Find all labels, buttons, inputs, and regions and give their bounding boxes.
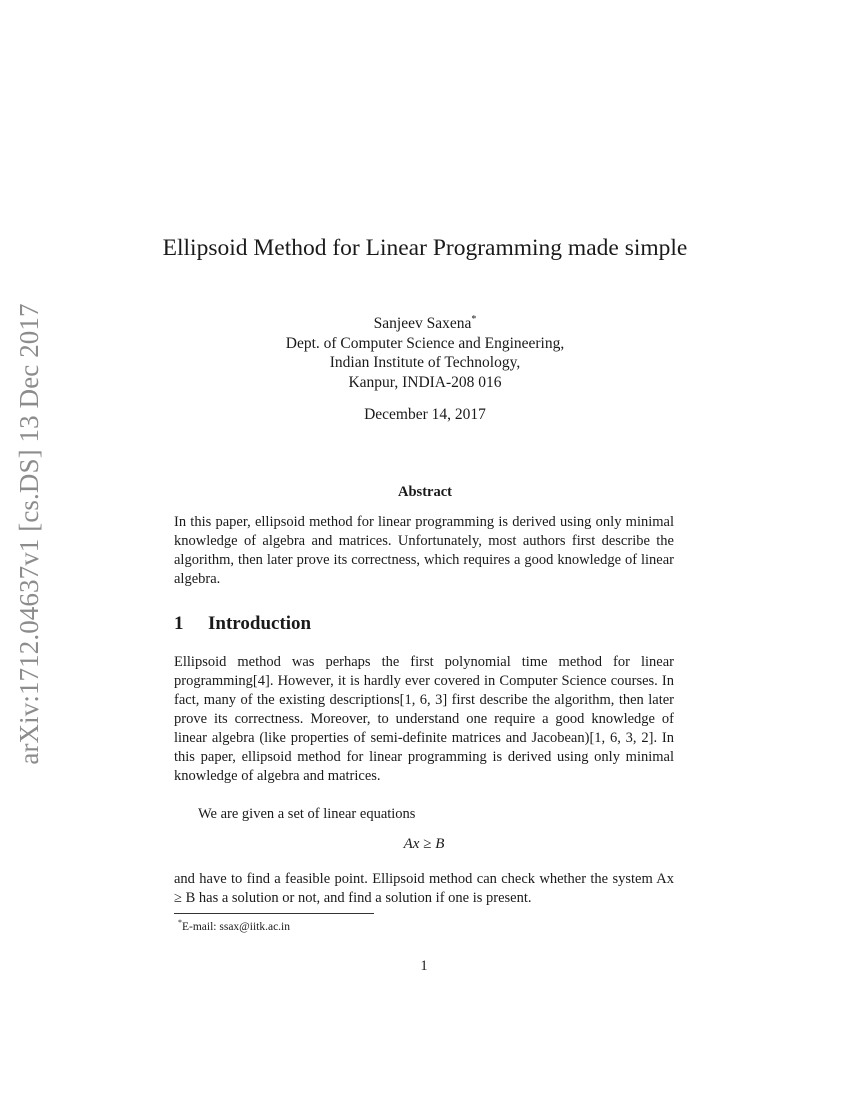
author-footnote-marker: * xyxy=(471,313,477,325)
section-title: Introduction xyxy=(208,613,312,634)
body-paragraph: and have to find a feasible point. Ellipsoid method can check whether the system Ax ≥ B has a solution or not, and find a solution if one is present. xyxy=(174,871,674,906)
page-number: 1 xyxy=(420,958,428,974)
footnote-marker: * xyxy=(178,918,182,927)
section-heading xyxy=(174,613,674,635)
author-block xyxy=(220,314,630,392)
paper-date: December 14, 2017 xyxy=(364,406,486,423)
affiliation-line: Dept. of Computer Science and Engineering, xyxy=(285,334,565,352)
footnote-text: E-mail: ssax@iitk.ac.in xyxy=(182,920,290,933)
author-name-line xyxy=(220,314,630,334)
arxiv-side-identifier xyxy=(8,289,50,779)
author-name: Sanjeev Saxena xyxy=(373,315,472,332)
footnote-rule xyxy=(174,913,374,914)
body-paragraph: We are given a set of linear equations xyxy=(198,806,416,822)
body-paragraph: Ellipsoid method was perhaps the first polynomial time method for linear programming[4]. However, it is hardly ever covered in Computer Science courses. In fact, many of the existing descriptions[1, 6, 3] first describe the algorithm, then later prove its correctness. Moreover, to understand one require a good knowledge of linear algebra (like properties of semi-definite matrices and Jacobean)[1, 6, 3, 2]. In this paper, ellipsoid method for linear programming is derived using only minimal knowledge of algebra and matrices. xyxy=(174,654,674,784)
section-number: 1 xyxy=(174,613,184,634)
abstract-body: In this paper, ellipsoid method for linear programming is derived using only minimal knowledge of algebra and matrices. Unfortunately, most authors first describe the algorithm, then later prove its correctness, which requires a good knowledge of linear algebra. xyxy=(174,514,674,587)
footnote xyxy=(178,918,578,933)
affiliation-line: Indian Institute of Technology, xyxy=(329,354,521,371)
display-equation: Ax ≥ B xyxy=(403,836,445,852)
abstract-heading: Abstract xyxy=(398,484,452,500)
arxiv-identifier-text: arXiv:1712.04637v1 [cs.DS] 13 Dec 2017 xyxy=(14,303,44,765)
paper-title: Ellipsoid Method for Linear Programming made simple xyxy=(162,235,688,261)
affiliation-line: Kanpur, INDIA-208 016 xyxy=(348,373,502,391)
